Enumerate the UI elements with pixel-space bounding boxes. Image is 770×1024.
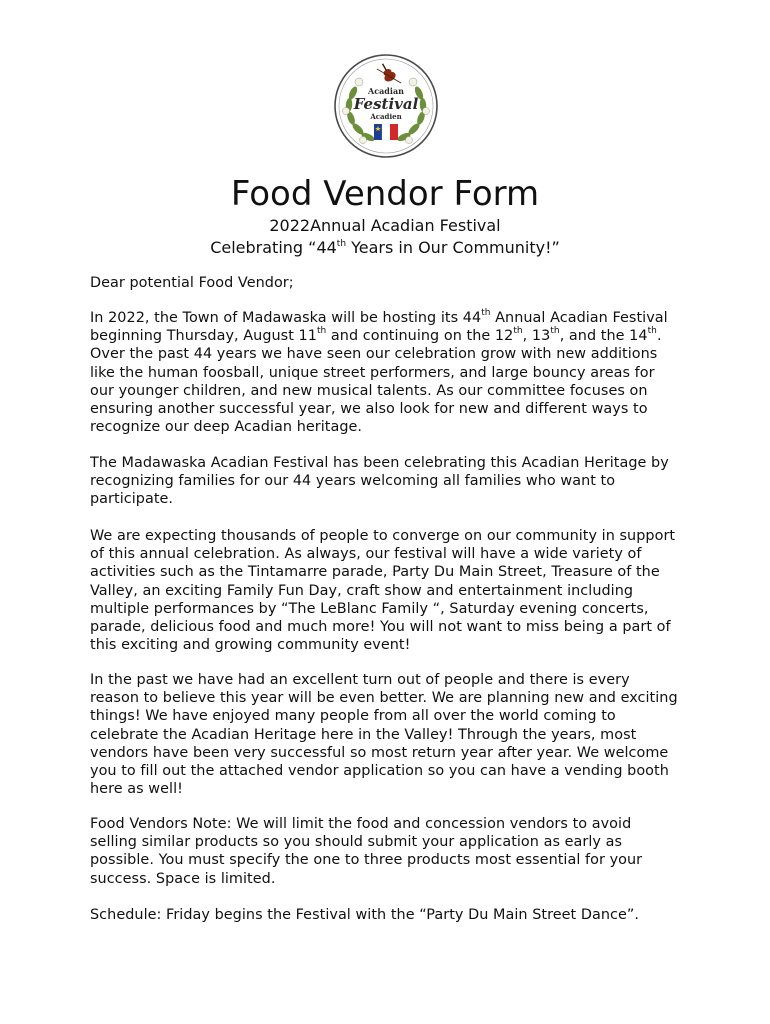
para1-a: In 2022, the Town of Madawaska will be hosting its 44 [90,310,482,326]
para1-a-sup: th [481,308,491,319]
para1-e: , and the 14 [559,328,648,345]
logo-line2: Festival [353,95,419,113]
para1-b-sup: th [316,326,327,337]
paragraph-heritage: The Madawaska Acadian Festival has been celebrating this Acadian Heritage by recognizing families for our 44 years welcoming all families who want to participate. [90,455,669,508]
greeting: Dear potential Food Vendor; [90,275,294,291]
subtitle-line2-pre: Celebrating “44 [210,238,337,257]
subtitle-line2-post: Years in Our Community!” [346,238,560,257]
subtitle-line2-sup: th [336,238,347,249]
logo-line1: Acadian [368,86,404,96]
para1-b: Annual Acadian Festival beginning Thursday, August 11 [90,310,668,345]
paragraph-activities: We are expecting thousands of people to converge on our community in support of this annual celebration. As always, our festival will have a wide variety of activities such as the Tintamarre parade, Party Du Main Street, Treasure of the Valley, an exciting Family Fun Day, craft show and entertainment including multiple performances by “The LeBlanc Family “, Saturday evening concerts, parade, delicious food and much more! You will not want to miss being a part of this exciting and growing community event! [90,528,676,654]
page-title: Food Vendor Form [230,174,540,214]
para1-c-sup: th [513,326,523,337]
paragraph-schedule: Schedule: Friday begins the Festival with the “Party Du Main Street Dance”. [90,907,640,923]
logo-line3: Acadien [370,112,402,121]
para1-f: . Over the past 44 years we have seen our celebration grow with new additions like the human foosball, unique street performers, and large bouncy areas for our younger children, and new musical talents. As our committee focuses on ensuring another successful year, we also look for new and different ways to recognize our deep Acadian heritage. [90,328,662,436]
festival-logo [333,53,439,159]
subtitle-line1: 2022Annual Acadian Festival [269,216,501,235]
para1-d-sup: th [550,326,560,337]
para1-e-sup: th [647,326,657,337]
acadian-flag-icon [374,124,398,140]
paragraph-intro [90,309,682,436]
para1-d: , 13 [522,328,551,345]
paragraph-vendor-note: Food Vendors Note: We will limit the food and concession vendors to avoid selling similar products so you should submit your application as early as possible. You must specify the one to three products most essential for your success. Space is limited. [90,816,643,887]
paragraph-past-years: In the past we have had an excellent turn out of people and there is every reason to believe this year will be even better. We are planning new and exciting things! We have enjoyed many people from all over the world coming to celebrate the Acadian Heritage here in the Valley! Through the years, most vendors have been very successful so most return year after year. We welcome you to fill out the attached vendor application so you can have a vending booth here as well! [90,672,678,798]
festival-logo-emblem [333,53,439,159]
subtitle-line2 [0,237,770,259]
para1-c: and continuing on the 12 [326,328,514,345]
